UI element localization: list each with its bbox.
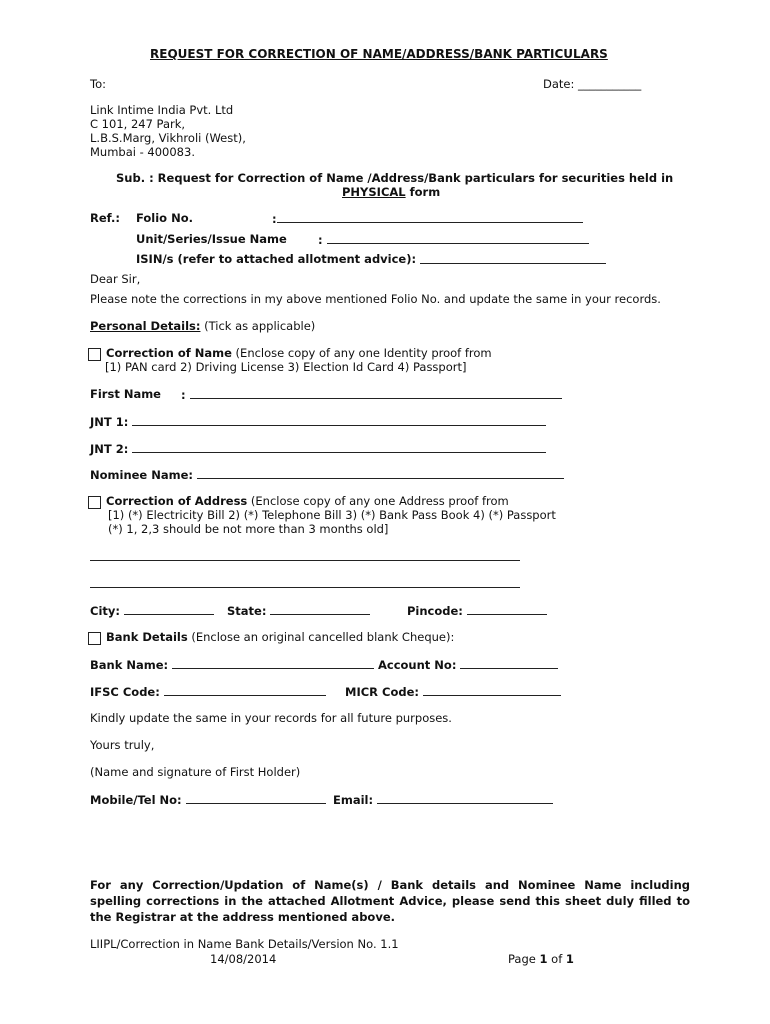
to-label: To: bbox=[90, 77, 106, 91]
address-line-2: C 101, 247 Park, bbox=[90, 117, 186, 131]
bank-name-field[interactable] bbox=[90, 657, 374, 672]
date-field[interactable]: Date: ___________ bbox=[543, 77, 642, 91]
personal-details-note: (Tick as applicable) bbox=[200, 319, 316, 333]
address-line-field-1[interactable] bbox=[90, 549, 520, 564]
footer-version: LIIPL/Correction in Name Bank Details/Version No. 1.1 bbox=[90, 937, 399, 951]
pincode-field[interactable] bbox=[407, 603, 547, 618]
address-proof-note: (*) 1, 2,3 should be not more than 3 months old] bbox=[108, 522, 389, 536]
folio-label: Folio No. bbox=[136, 211, 193, 225]
bank-name-label: Bank Name: bbox=[90, 658, 169, 672]
micr-label: MICR Code: bbox=[345, 685, 419, 699]
please-note-text: Please note the corrections in my above mentioned Folio No. and update the same in your records. bbox=[90, 292, 661, 306]
jnt2-field[interactable] bbox=[90, 441, 546, 456]
ifsc-label: IFSC Code: bbox=[90, 685, 160, 699]
jnt2-label: JNT 2: bbox=[90, 442, 129, 456]
name-correction-note: (Enclose copy of any one Identity proof from bbox=[231, 346, 492, 360]
subject-form-word: form bbox=[405, 185, 441, 199]
name-correction-label: Correction of Name bbox=[106, 346, 232, 360]
account-no-field[interactable] bbox=[378, 657, 558, 672]
jnt1-field[interactable] bbox=[90, 414, 546, 429]
first-name-colon: : bbox=[181, 388, 186, 402]
address-correction-note: (Enclose copy of any one Address proof from bbox=[247, 494, 509, 508]
email-field[interactable] bbox=[333, 792, 553, 807]
registrar-instruction: For any Correction/Updation of Name(s) / Bank details and Nominee Name including spelling corrections in the attached Allotment Advice, please send this sheet duly filled to the Registrar at the address mentioned above. bbox=[90, 878, 690, 924]
folio-colon: : bbox=[272, 212, 277, 226]
address-correction-label: Correction of Address bbox=[106, 494, 248, 508]
address-proof-list: [1) (*) Electricity Bill 2) (*) Telephone Bill 3) (*) Bank Pass Book 4) (*) Passport bbox=[108, 508, 556, 522]
email-label: Email: bbox=[333, 793, 374, 807]
mobile-label: Mobile/Tel No: bbox=[90, 793, 182, 807]
micr-field[interactable] bbox=[345, 684, 561, 699]
unit-colon: : bbox=[318, 233, 323, 247]
address-line-field-2[interactable] bbox=[90, 576, 520, 591]
page-title: REQUEST FOR CORRECTION OF NAME/ADDRESS/BANK PARTICULARS bbox=[150, 47, 608, 61]
mobile-field[interactable] bbox=[90, 792, 326, 807]
footer-date: 14/08/2014 bbox=[210, 952, 277, 966]
page-total: 1 bbox=[565, 952, 574, 966]
first-name-field[interactable] bbox=[181, 387, 562, 402]
unit-label: Unit/Series/Issue Name bbox=[136, 232, 287, 246]
isin-label: ISIN/s (refer to attached allotment advice): bbox=[136, 252, 417, 266]
personal-details-label: Personal Details: bbox=[90, 319, 201, 333]
nominee-label: Nominee Name: bbox=[90, 468, 194, 482]
folio-field[interactable] bbox=[272, 211, 583, 226]
first-name-label: First Name bbox=[90, 387, 161, 401]
name-correction-checkbox[interactable] bbox=[88, 348, 101, 361]
unit-field[interactable] bbox=[318, 232, 589, 247]
personal-details-heading bbox=[90, 319, 315, 333]
page-word: Page bbox=[508, 952, 540, 966]
address-line-4: Mumbai - 400083. bbox=[90, 145, 195, 159]
bank-details-note: (Enclose an original cancelled blank Cheque): bbox=[187, 630, 455, 644]
pincode-label: Pincode: bbox=[407, 604, 463, 618]
page-current: 1 bbox=[539, 952, 548, 966]
dear-sir: Dear Sir, bbox=[90, 272, 141, 286]
kindly-update-text: Kindly update the same in your records for all future purposes. bbox=[90, 711, 452, 725]
ifsc-field[interactable] bbox=[90, 684, 326, 699]
of-word: of bbox=[547, 952, 566, 966]
address-correction-checkbox[interactable] bbox=[88, 496, 101, 509]
address-line-1: Link Intime India Pvt. Ltd bbox=[90, 103, 234, 117]
address-line-3: L.B.S.Marg, Vikhroli (West), bbox=[90, 131, 246, 145]
bank-details-label: Bank Details bbox=[106, 630, 188, 644]
name-proof-list: [1) PAN card 2) Driving License 3) Election Id Card 4) Passport] bbox=[105, 360, 467, 374]
yours-truly: Yours truly, bbox=[90, 738, 155, 752]
state-field[interactable] bbox=[227, 603, 370, 618]
isin-field[interactable] bbox=[420, 252, 606, 267]
city-field[interactable] bbox=[90, 603, 214, 618]
name-correction-heading bbox=[106, 346, 492, 360]
ref-label: Ref.: bbox=[90, 211, 120, 225]
jnt1-label: JNT 1: bbox=[90, 415, 129, 429]
page-number bbox=[508, 952, 574, 966]
subject-physical: PHYSICAL bbox=[342, 185, 406, 199]
nominee-field[interactable] bbox=[90, 467, 564, 482]
address-correction-heading bbox=[106, 494, 509, 508]
bank-details-checkbox[interactable] bbox=[88, 632, 101, 645]
state-label: State: bbox=[227, 604, 267, 618]
subject-line: Sub. : Request for Correction of Name /Address/Bank particulars for securities held in bbox=[116, 171, 674, 185]
signature-label: (Name and signature of First Holder) bbox=[90, 765, 301, 779]
subject-physical-form bbox=[342, 185, 440, 199]
bank-details-heading bbox=[106, 630, 454, 644]
city-label: City: bbox=[90, 604, 120, 618]
account-no-label: Account No: bbox=[378, 658, 457, 672]
